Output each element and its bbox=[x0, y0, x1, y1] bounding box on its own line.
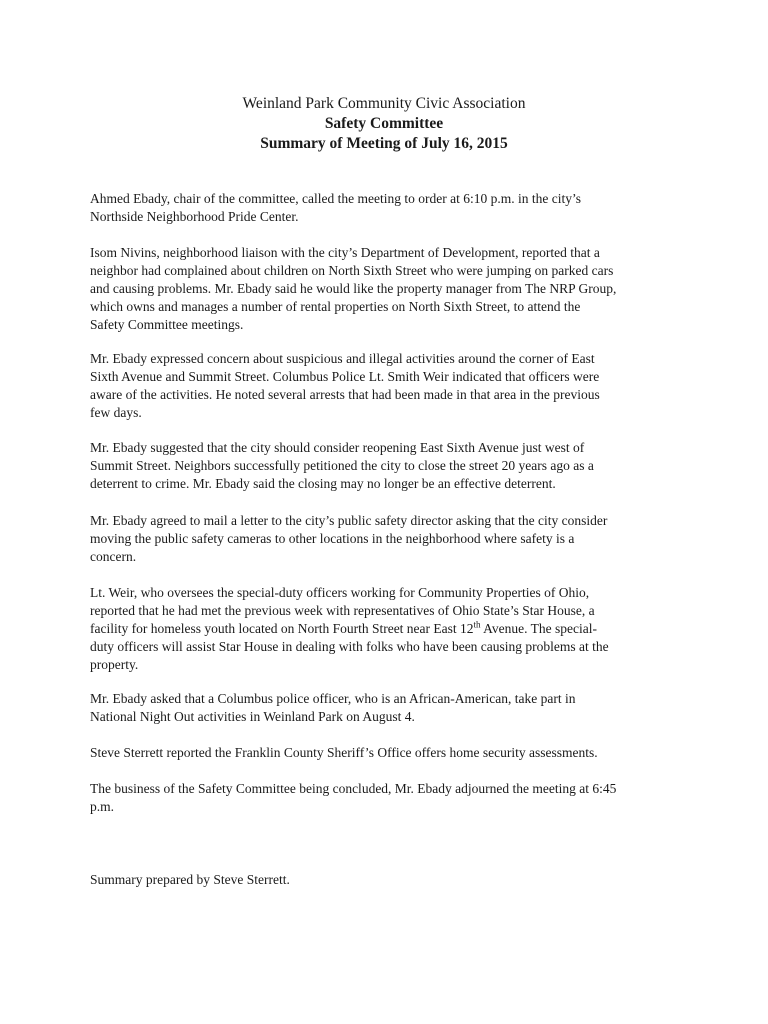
paragraph-line: National Night Out activities in Weinland Park on August 4. bbox=[90, 709, 415, 724]
paragraph-line: Lt. Weir, who oversees the special-duty officers working for Community Properties of Ohio, bbox=[90, 585, 590, 600]
paragraph-line: Safety Committee meetings. bbox=[90, 317, 244, 332]
paragraph-suspicious-activity bbox=[90, 350, 690, 422]
paragraph-nivins-report bbox=[90, 244, 690, 334]
organization-title: Weinland Park Community Civic Association bbox=[242, 95, 526, 112]
paragraph-line: Sixth Avenue and Summit Street. Columbus Police Lt. Smith Weir indicated that officers were bbox=[90, 369, 600, 384]
paragraph-line: aware of the activities. He noted several arrests that had been made in that area in the previous bbox=[90, 387, 600, 402]
paragraph-line: Steve Sterrett reported the Franklin County Sheriff’s Office offers home security assessments. bbox=[90, 745, 598, 760]
paragraph-cameras bbox=[90, 512, 690, 566]
paragraph-line: concern. bbox=[90, 549, 137, 564]
paragraph-line: which owns and manages a number of rental properties on North Sixth Street, to attend the bbox=[90, 299, 581, 314]
paragraph-line: Isom Nivins, neighborhood liaison with the city’s Department of Development, reported that a bbox=[90, 245, 600, 260]
meeting-title: Summary of Meeting of July 16, 2015 bbox=[260, 135, 508, 152]
paragraph-line: Mr. Ebady agreed to mail a letter to the city’s public safety director asking that the city consider bbox=[90, 513, 608, 528]
paragraph-line: p.m. bbox=[90, 799, 115, 814]
paragraph-prepared-by bbox=[90, 871, 690, 889]
paragraph-line: duty officers will assist Star House in dealing with folks who have been causing problems at the bbox=[90, 639, 609, 654]
paragraph-line: Summit Street. Neighbors successfully petitioned the city to close the street 20 years ago as a bbox=[90, 458, 594, 473]
paragraph-call-to-order bbox=[90, 190, 690, 226]
paragraph-line: Ahmed Ebady, chair of the committee, called the meeting to order at 6:10 p.m. in the city’s bbox=[90, 191, 581, 206]
paragraph-line: Mr. Ebady expressed concern about suspicious and illegal activities around the corner of East bbox=[90, 351, 595, 366]
paragraph-reopening bbox=[90, 439, 690, 493]
line-text: Avenue. The special- bbox=[480, 621, 598, 636]
paragraph-line: few days. bbox=[90, 405, 142, 420]
paragraph-line: Mr. Ebady asked that a Columbus police officer, who is an African-American, take part in bbox=[90, 691, 576, 706]
ordinal-superscript: th bbox=[473, 619, 481, 630]
paragraph-sheriff-assessments bbox=[90, 744, 690, 762]
paragraph-adjournment bbox=[90, 780, 690, 816]
paragraph-line: property. bbox=[90, 657, 139, 672]
line-text: facility for homeless youth located on North Fourth Street near East 12 bbox=[90, 621, 474, 636]
paragraph-line: reported that he had met the previous week with representatives of Ohio State’s Star House, a bbox=[90, 603, 595, 618]
paragraph-line: Summary prepared by Steve Sterrett. bbox=[90, 872, 290, 887]
paragraph-line-with-superscript bbox=[90, 620, 690, 638]
paragraph-line: Mr. Ebady suggested that the city should consider reopening East Sixth Avenue just west of bbox=[90, 440, 585, 455]
paragraph-line: and causing problems. Mr. Ebady said he would like the property manager from The NRP Group, bbox=[90, 281, 617, 296]
paragraph-line: deterrent to crime. Mr. Ebady said the closing may no longer be an effective deterrent. bbox=[90, 476, 556, 491]
paragraph-star-house bbox=[90, 584, 690, 674]
paragraph-line: Northside Neighborhood Pride Center. bbox=[90, 209, 299, 224]
paragraph-line: moving the public safety cameras to other locations in the neighborhood where safety is a bbox=[90, 531, 575, 546]
paragraph-line: The business of the Safety Committee being concluded, Mr. Ebady adjourned the meeting at 6:45 bbox=[90, 781, 617, 796]
committee-title: Safety Committee bbox=[324, 115, 444, 132]
paragraph-national-night-out bbox=[90, 690, 690, 726]
paragraph-line: neighbor had complained about children on North Sixth Street who were jumping on parked cars bbox=[90, 263, 614, 278]
document-header bbox=[0, 94, 768, 154]
